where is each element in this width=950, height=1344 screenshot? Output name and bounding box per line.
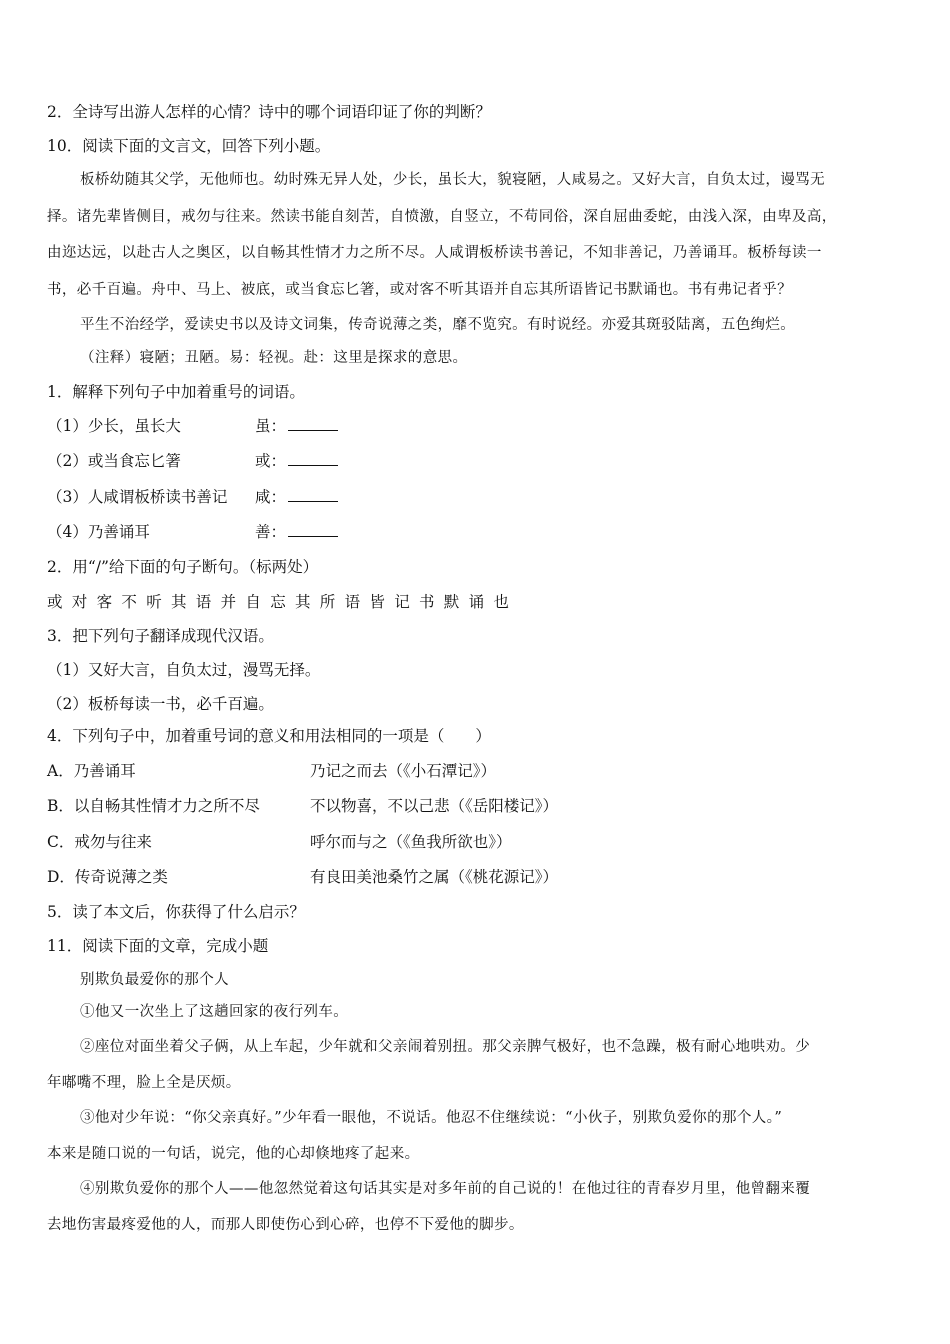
passage-line-4: 书，必千百遍。舟中、马上、被底，或当食忘匕箸，或对客不听其语并自忘其所语皆记书默诵也。书有弗记者乎？	[47, 282, 792, 298]
option-b[interactable]	[47, 795, 927, 817]
option-c[interactable]	[47, 831, 927, 853]
gloss-sentence: （2）或当食忘匕箸	[47, 452, 181, 470]
passage-note: （注释）寝陋；丑陋。易：轻视。赴：这里是探求的意思。	[80, 350, 468, 366]
option-d-right: 有良田美池桑竹之属（《桃花源记》）	[310, 868, 559, 886]
option-c-left: C．戒勿与往来	[47, 833, 152, 851]
option-a[interactable]	[47, 760, 927, 782]
gloss-sentence: （4）乃善诵耳	[47, 523, 150, 541]
gloss-item-1	[47, 415, 927, 437]
article-title: 别欺负最爱你的那个人	[80, 972, 229, 988]
question-11-heading: 11．阅读下面的文章，完成小题	[47, 937, 269, 955]
option-c-right: 呼尔而与之（《鱼我所欲也》）	[310, 833, 512, 851]
passage-paragraph-2: 平生不治经学，爱读史书以及诗文词集，传奇说薄之类，靡不览究。有时说经。亦爱其斑驳陆离，五色绚烂。	[80, 317, 796, 333]
translate-item-1: （1）又好大言，自负太过，漫骂无择。	[47, 661, 321, 679]
gloss-sentence: （3）人咸谓板桥读书善记	[47, 488, 228, 506]
article-paragraph-3-line-2: 本来是随口说的一句话，说完，他的心却倏地疼了起来。	[47, 1146, 420, 1162]
article-paragraph-1: ①他又一次坐上了这趟回家的夜行列车。	[80, 1004, 349, 1020]
gloss-label: 咸：	[255, 488, 287, 506]
sub-question-5-stem: 5．读了本文后，你获得了什么启示？	[47, 903, 305, 921]
article-paragraph-4-line-2: 去地伤害最疼爱他的人，而那人即使伤心到心碎，也停不下爱他的脚步。	[47, 1217, 524, 1233]
option-d[interactable]	[47, 866, 927, 888]
article-paragraph-4-line-1: ④别欺负爱你的那个人——他忽然觉着这句话其实是对多年前的自己说的！在他过往的青春岁月里，他曾翻来覆	[80, 1181, 811, 1197]
question-9-item-2: 2．全诗写出游人怎样的心情？诗中的哪个词语印证了你的判断？	[47, 103, 491, 121]
answer-blank[interactable]	[288, 416, 338, 431]
sub-question-4-stem: 4．下列句子中，加着重号词的意义和用法相同的一项是（ ）	[47, 727, 491, 745]
passage-line-3: 由迩达远，以赴古人之奥区，以自畅其性情才力之所不尽。人咸谓板桥读书善记，不知非善记，乃善诵耳。板桥每读一	[47, 245, 822, 261]
article-paragraph-2-line-1: ②座位对面坐着父子俩，从上车起，少年就和父亲闹着别扭。那父亲脾气极好，也不急躁，极有耐心地哄劝。少	[80, 1039, 811, 1055]
gloss-sentence: （1）少长，虽长大	[47, 417, 181, 435]
option-b-left: B．以自畅其性情才力之所不尽	[47, 797, 260, 815]
punctuation-sentence: 或对客不听其语并自忘其所语皆记书默诵也	[47, 593, 519, 611]
sub-question-2-stem: 2．用“/”给下面的句子断句。（标两处）	[47, 558, 319, 576]
question-10-heading: 10．阅读下面的文言文，回答下列小题。	[47, 137, 331, 155]
answer-blank[interactable]	[288, 487, 338, 502]
sub-question-3-stem: 3．把下列句子翻译成现代汉语。	[47, 627, 274, 645]
option-a-left: A．乃善诵耳	[47, 762, 136, 780]
passage-line-2: 择。诸先辈皆侧目，戒勿与往来。然读书能自刻苦，自愤激，自竖立，不苟同俗，深自屈曲委蛇，由浅入深，由卑及高，	[47, 209, 837, 225]
answer-blank[interactable]	[288, 522, 338, 537]
article-paragraph-3-line-1: ③他对少年说：“你父亲真好。”少年看一眼他，不说话。他忍不住继续说：“小伙子，别欺负爱你的那个人。”	[80, 1110, 783, 1126]
option-a-right: 乃记之而去（《小石潭记》）	[310, 762, 497, 780]
gloss-label: 善：	[255, 523, 287, 541]
passage-line-1: 板桥幼随其父学，无他师也。幼时殊无异人处，少长，虽长大，貌寝陋，人咸易之。又好大言，自负太过，谩骂无	[80, 172, 825, 188]
translate-item-2: （2）板桥每读一书，必千百遍。	[47, 695, 274, 713]
gloss-label: 虽：	[255, 417, 287, 435]
answer-blank[interactable]	[288, 451, 338, 466]
gloss-item-3	[47, 486, 927, 508]
gloss-item-2	[47, 450, 927, 472]
gloss-label: 或：	[255, 452, 287, 470]
sub-question-1-stem: 1．解释下列句子中加着重号的词语。	[47, 383, 305, 401]
gloss-item-4	[47, 521, 927, 543]
option-d-left: D．传奇说薄之类	[47, 868, 168, 886]
article-paragraph-2-line-2: 年嘟嘴不理，脸上全是厌烦。	[47, 1075, 241, 1091]
option-b-right: 不以物喜，不以己悲（《岳阳楼记》）	[310, 797, 559, 815]
